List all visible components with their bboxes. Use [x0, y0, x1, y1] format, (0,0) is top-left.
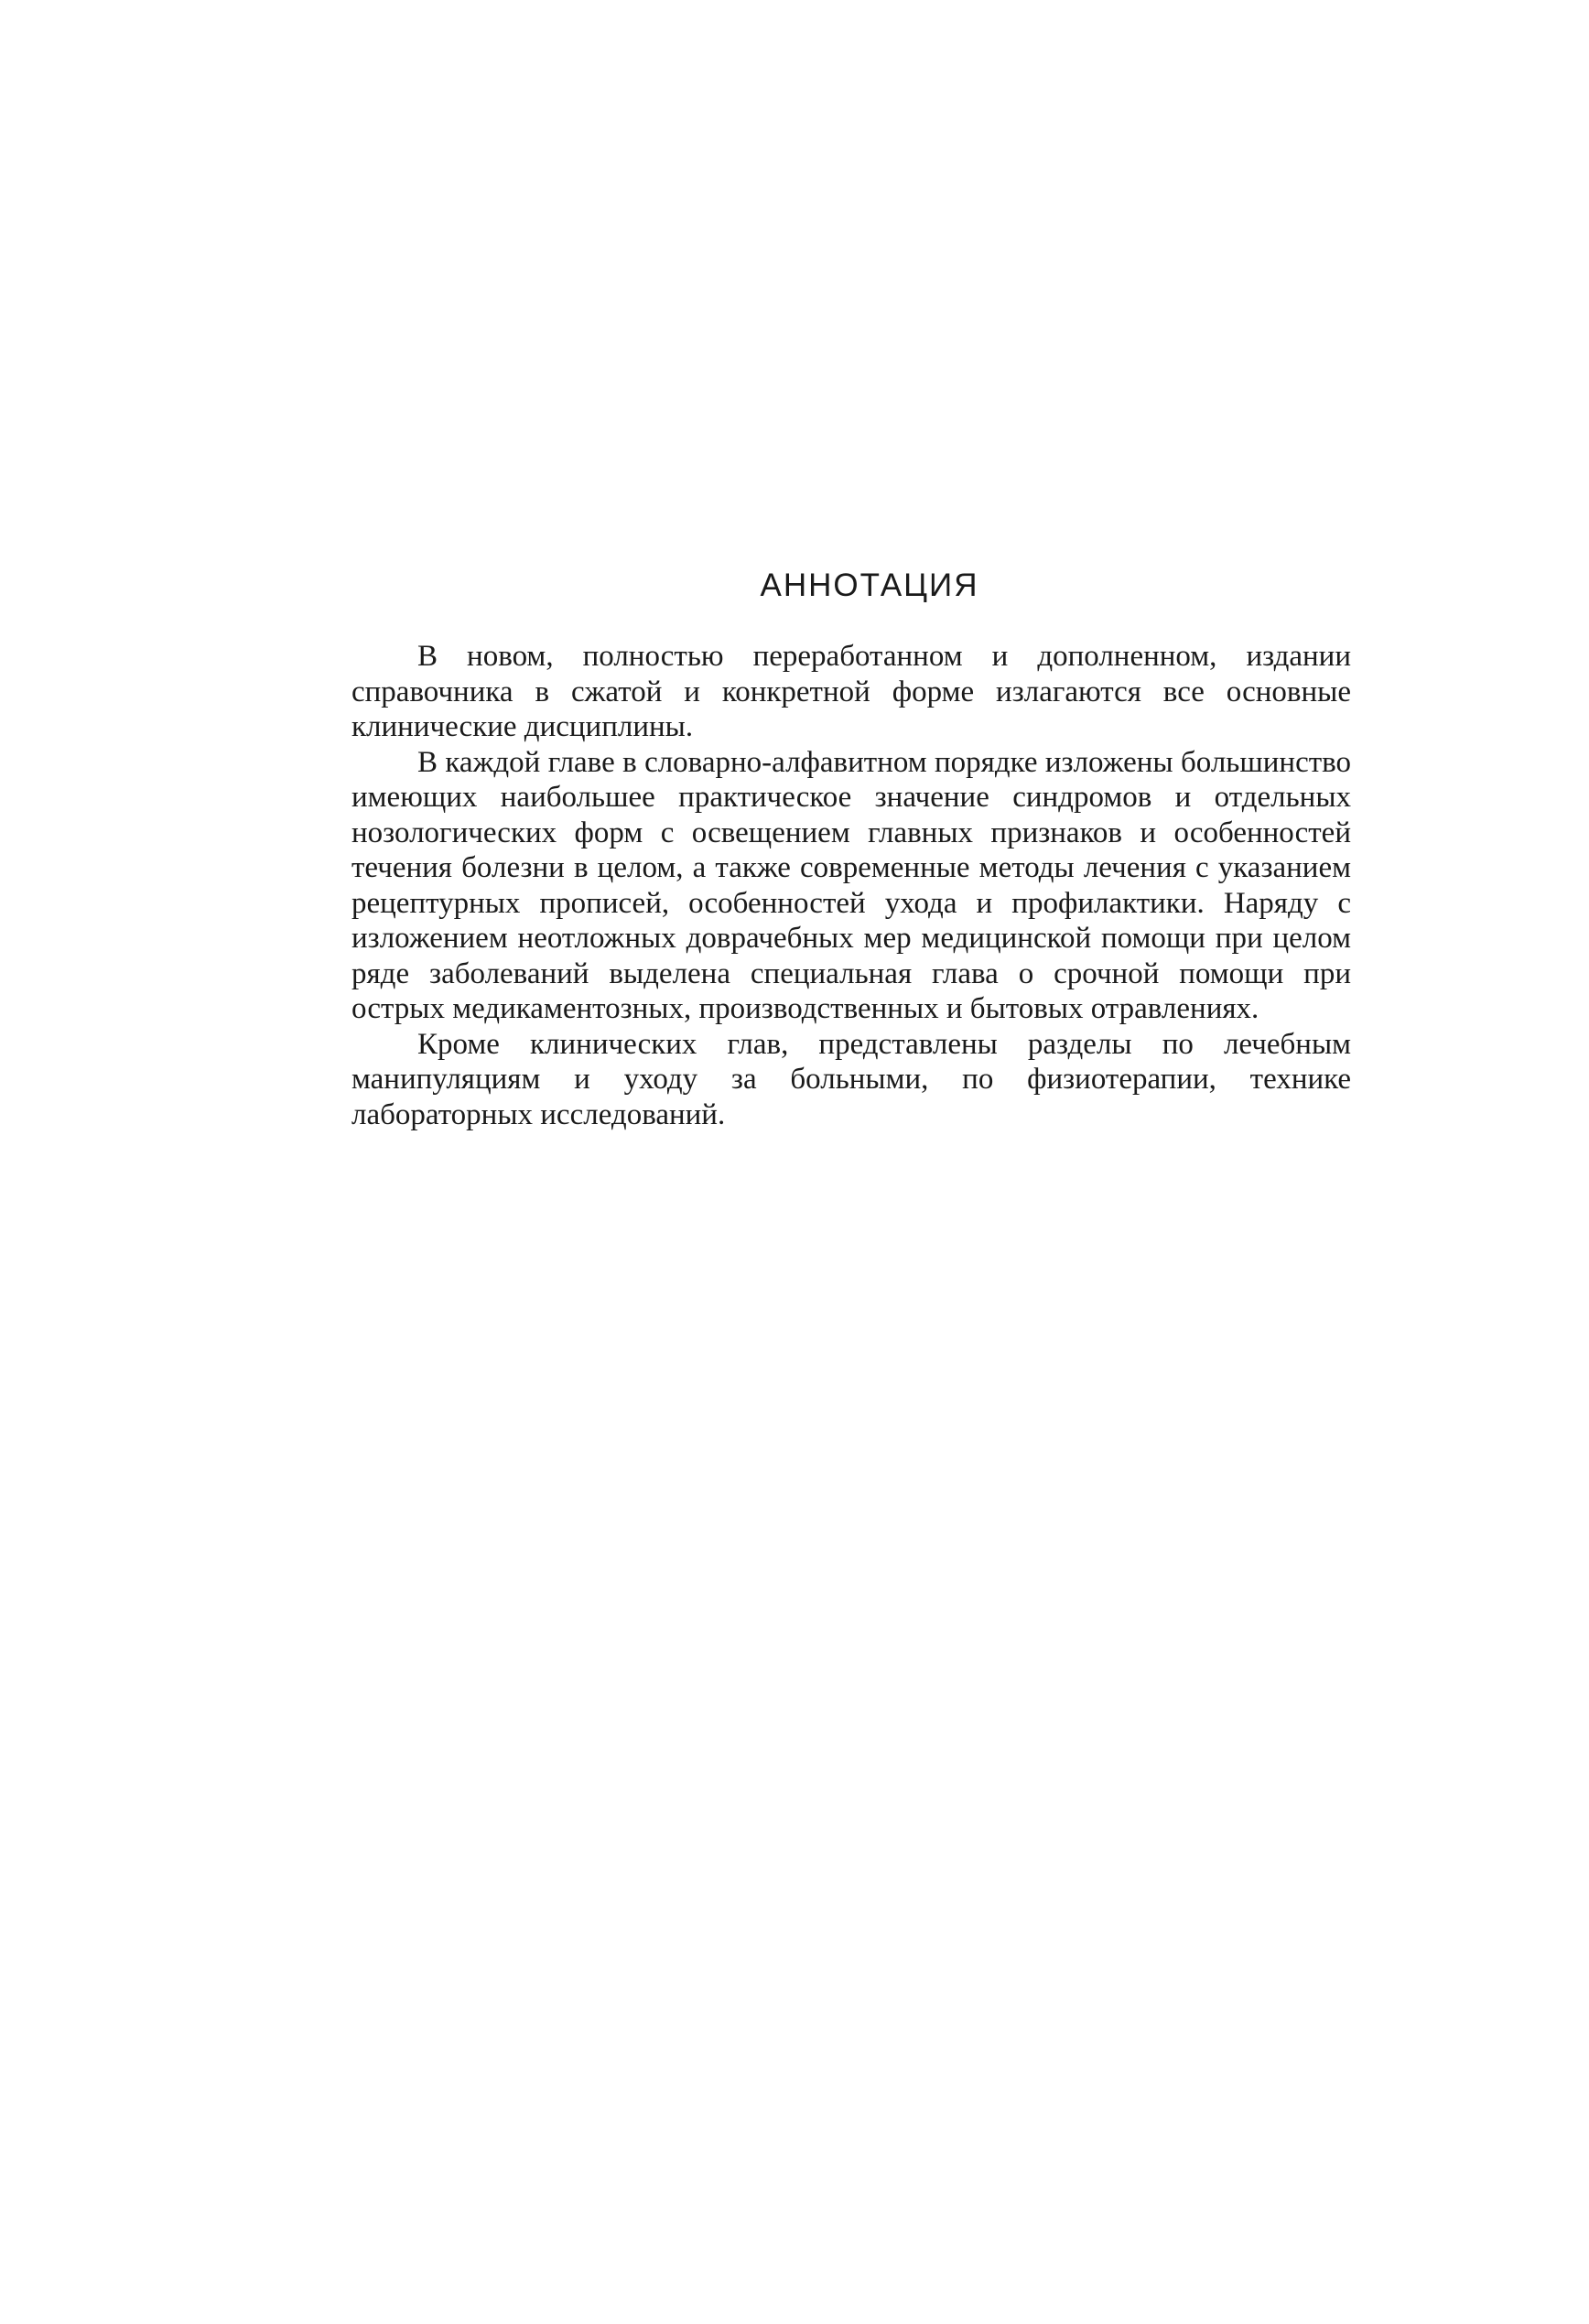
annotation-paragraph-2: В каждой главе в словарно-алфавитном порядке изложены большинство имеющих наибольшее практическое значение синдромов и отдельных нозологических форм с освещением главных признаков и особенностей течения болезни в целом, а также современные методы лечения с указанием рецептурных прописей, особенностей ухода и профилактики. Наряду с изложением неотложных доврачебных мер медицинской помощи при целом ряде заболеваний выделена специальная глава о срочной помощи при острых медикаментозных, производственных и бытовых отравлениях. — [351, 745, 1351, 1025]
annotation-heading: АННОТАЦИЯ — [760, 567, 979, 603]
annotation-section — [351, 567, 1351, 1132]
annotation-paragraph-1: В новом, полностью переработанном и дополненном, издании справочника в сжатой и конкретной форме излагаются все основные клинические дисциплины. — [351, 640, 1351, 743]
annotation-paragraph-3: Кроме клинических глав, представлены разделы по лечебным манипуляциям и уходу за больными, по физиотерапии, технике лабораторных исследований. — [351, 1027, 1351, 1131]
